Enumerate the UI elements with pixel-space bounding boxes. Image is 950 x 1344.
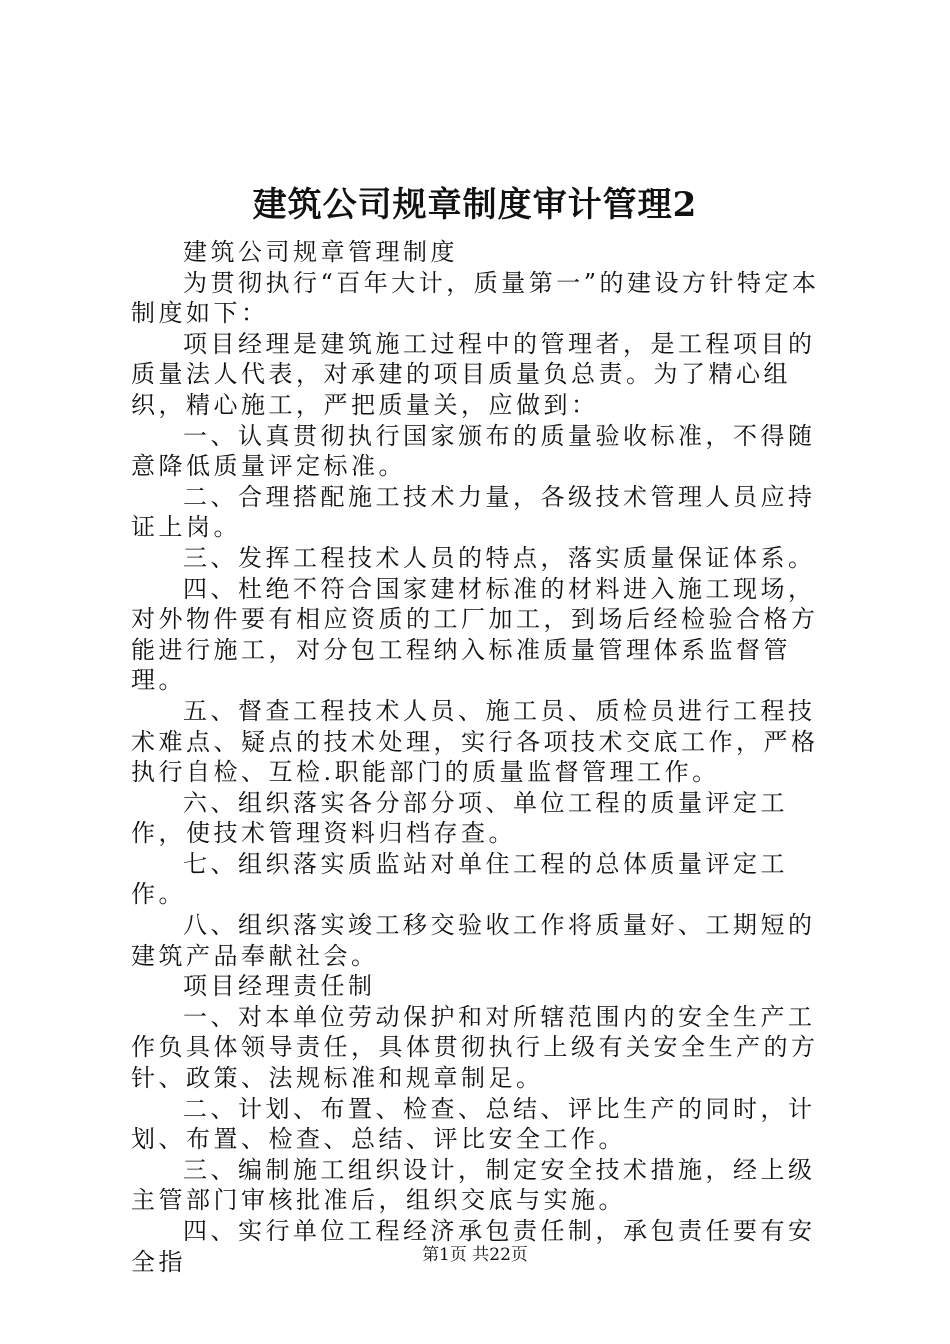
document-title: 建筑公司规章制度审计管理2 bbox=[252, 185, 698, 225]
paragraph: 八、组织落实竣工移交验收工作将质量好、工期短的建筑产品奉献社会。 bbox=[131, 911, 816, 970]
paragraph: 六、组织落实各分部分项、单位工程的质量评定工作，使技术管理资料归档存查。 bbox=[131, 788, 788, 848]
paragraph: 一、对本单位劳动保护和对所辖范围内的安全生产工作负具体领导责任，具体贯彻执行上级有关安全生产的方针、政策、法规标准和规章制足。 bbox=[131, 1002, 819, 1093]
paragraph: 一、认真贯彻执行国家颁布的质量验收标准，不得随意降低质量评定标准。 bbox=[131, 421, 816, 481]
paragraph: 建筑公司规章管理制度 bbox=[183, 238, 458, 266]
paragraph: 为贯彻执行“百年大计，质量第一”的建设方针特定本制度如下： bbox=[131, 268, 820, 328]
section-heading: 项目经理责任制 bbox=[183, 972, 376, 1001]
paragraph: 四、实行单位工程经济承包责任制，承包责任要有安全指 bbox=[131, 1217, 816, 1276]
paragraph: 五、督查工程技术人员、施工员、质检员进行工程技术难点、疑点的技术处理，实行各项技术交底工作，严格执行自检、互检.职能部门的质量监督管理工作。 bbox=[131, 696, 819, 787]
paragraph: 三、编制施工组织设计，制定安全技术措施，经上级主管部门审核批准后，组织交底与实施。 bbox=[131, 1155, 816, 1215]
paragraph: 七、组织落实质监站对单住工程的总体质量评定工作。 bbox=[131, 849, 788, 909]
paragraph: 项目经理是建筑施工过程中的管理者，是工程项目的质量法人代表，对承建的项目质量负总责。为了精心组织，精心施工，严把质量关，应做到： bbox=[131, 329, 816, 419]
paragraph: 四、杜绝不符合国家建材标准的材料进入施工现场，对外物件要有相应资质的工厂加工，到场后经检验合格方能进行施工，对分包工程纳入标准质量管理体系监督管理。 bbox=[131, 574, 819, 695]
document-body bbox=[131, 237, 831, 1277]
page-footer: 第1页 共22页 bbox=[422, 1245, 528, 1265]
paragraph: 二、合理搭配施工技术力量，各级技术管理人员应持证上岗。 bbox=[131, 482, 816, 542]
paragraph: 二、计划、布置、检查、总结、评比生产的同时，计划、布置、检查、总结、评比安全工作。 bbox=[131, 1094, 816, 1154]
paragraph: 三、发挥工程技术人员的特点，落实质量保证体系。 bbox=[183, 543, 816, 572]
